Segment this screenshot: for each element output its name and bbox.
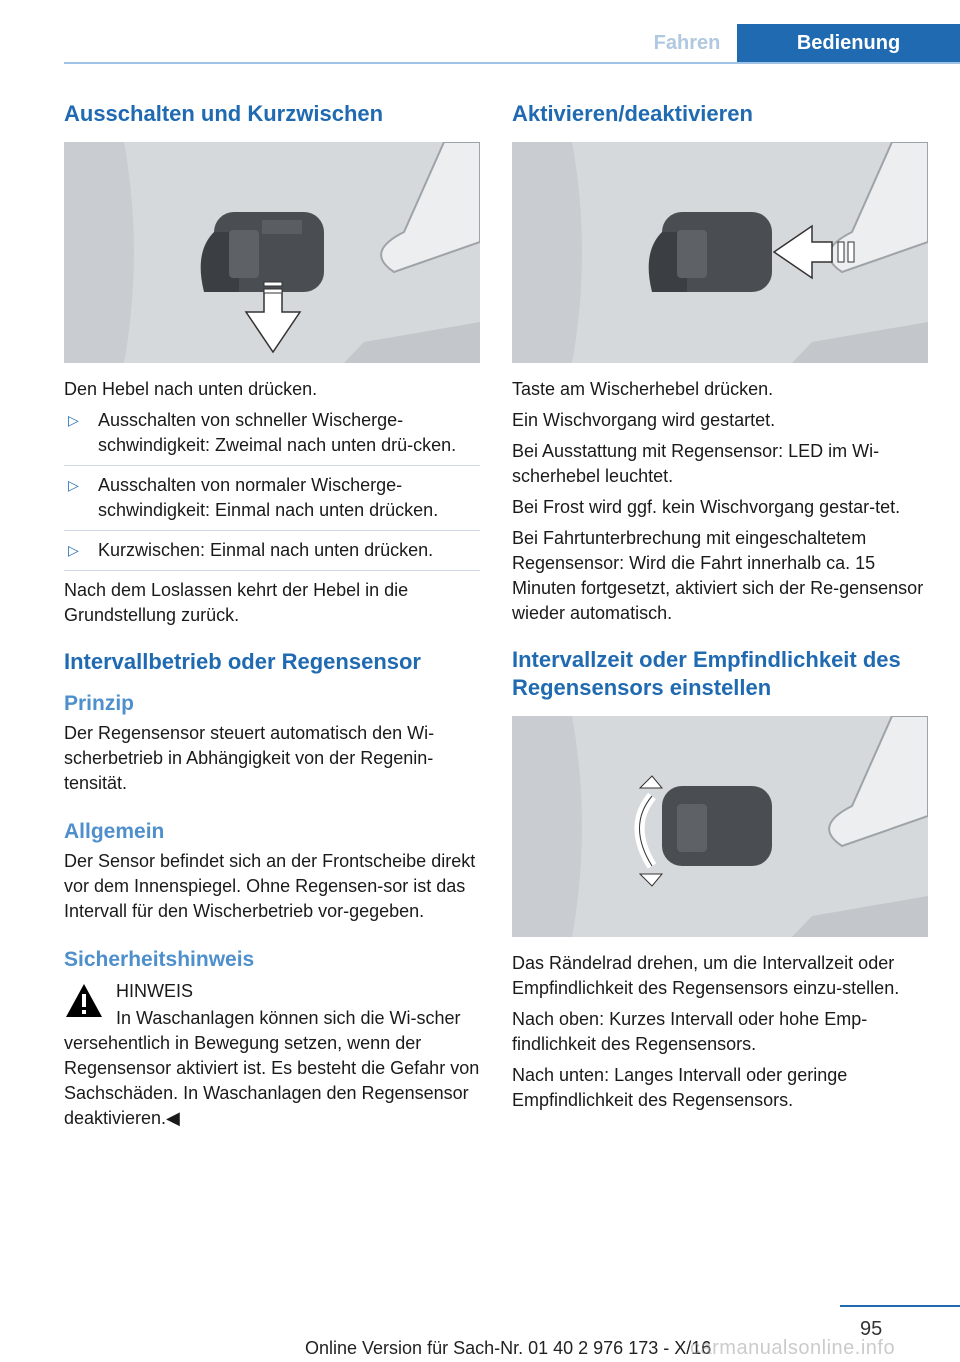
triangle-bullet-icon: ▷ bbox=[68, 542, 79, 558]
tab-bedienung[interactable]: Bedienung bbox=[737, 24, 960, 62]
list-item: ▷ Ausschalten von normaler Wischerge-schwindigkeit: Einmal nach unten drücken. bbox=[64, 473, 480, 531]
footer-rule bbox=[840, 1305, 960, 1307]
paragraph: Nach unten: Langes Intervall oder geringe Empfindlichkeit des Regensensors. bbox=[512, 1065, 848, 1110]
subheading-sicherheitshinweis: Sicherheitshinweis bbox=[64, 948, 255, 971]
footer-text: Online Version für Sach-Nr. 01 40 2 976 173 - X/16 bbox=[305, 1338, 712, 1358]
subheading-allgemein: Allgemein bbox=[64, 820, 165, 843]
header-rule bbox=[64, 62, 960, 64]
figure-lever-button bbox=[512, 142, 928, 363]
heading-intervallzeit: Intervallzeit oder Empfindlichkeit des Regensensors einstellen bbox=[512, 647, 901, 700]
paragraph: Taste am Wischerhebel drücken. bbox=[512, 379, 774, 399]
heading-intervallbetrieb: Intervallbetrieb oder Regensensor bbox=[64, 649, 421, 674]
paragraph: Der Sensor befindet sich an der Frontscheibe direkt vor dem Innenspiegel. Ohne Regensen-sor ist das Intervall für den Wischerbetrieb vor-gegeben. bbox=[64, 851, 476, 921]
paragraph: Der Regensensor steuert automatisch den Wi-scherbetrieb in Abhängigkeit von der Regenin-tensität. bbox=[64, 723, 435, 793]
triangle-bullet-icon: ▷ bbox=[68, 412, 79, 428]
left-column bbox=[64, 100, 480, 1131]
watermark: carmanualsonline.info bbox=[690, 1337, 896, 1359]
heading-ausschalten: Ausschalten und Kurzwischen bbox=[64, 101, 384, 126]
right-column bbox=[512, 100, 928, 1119]
warning-box bbox=[64, 979, 480, 1004]
list-item: ▷ Ausschalten von schneller Wischerge-schwindigkeit: Zweimal nach unten drü-cken. bbox=[64, 408, 480, 466]
heading-aktivieren: Aktivieren/deaktivieren bbox=[512, 101, 753, 126]
paragraph: Ein Wischvorgang wird gestartet. bbox=[512, 410, 776, 430]
paragraph: Bei Ausstattung mit Regensensor: LED im Wi-scherhebel leuchtet. bbox=[512, 441, 880, 486]
figure-lever-wheel bbox=[512, 716, 928, 937]
paragraph: Nach oben: Kurzes Intervall oder hohe Emp-findlichkeit des Regensensors. bbox=[512, 1009, 868, 1054]
figure-lever-down bbox=[64, 142, 480, 363]
warning-icon bbox=[64, 981, 104, 1021]
bullet-list bbox=[64, 408, 480, 571]
paragraph: Bei Fahrtunterbrechung mit eingeschaltetem Regensensor: Wird die Fahrt innerhalb ca. 15 Minuten fortgesetzt, aktiviert sich der Re-gensensor wieder automatisch. bbox=[512, 528, 924, 623]
paragraph: Den Hebel nach unten drücken. bbox=[64, 379, 318, 399]
page-number: 95 bbox=[860, 1318, 883, 1340]
subheading-prinzip: Prinzip bbox=[64, 692, 135, 715]
warning-title: HINWEIS bbox=[116, 981, 194, 1001]
tab-fahren[interactable]: Fahren bbox=[653, 32, 721, 54]
paragraph: Nach dem Loslassen kehrt der Hebel in die Grundstellung zurück. bbox=[64, 580, 409, 625]
warning-text: In Waschanlagen können sich die Wi-scher versehentlich in Bewegung setzen, wenn der Regensensor aktiviert ist. Es besteht die Gefahr von Sachschäden. In Waschanlagen den Regensensor deaktivieren.◀ bbox=[64, 1008, 480, 1128]
paragraph: Das Rändelrad drehen, um die Intervallzeit oder Empfindlichkeit des Regensensors einzu-stellen. bbox=[512, 953, 900, 998]
list-item: ▷ Kurzwischen: Einmal nach unten drücken. bbox=[64, 538, 480, 571]
triangle-bullet-icon: ▷ bbox=[68, 477, 79, 493]
paragraph: Bei Frost wird ggf. kein Wischvorgang gestar-tet. bbox=[512, 497, 901, 517]
